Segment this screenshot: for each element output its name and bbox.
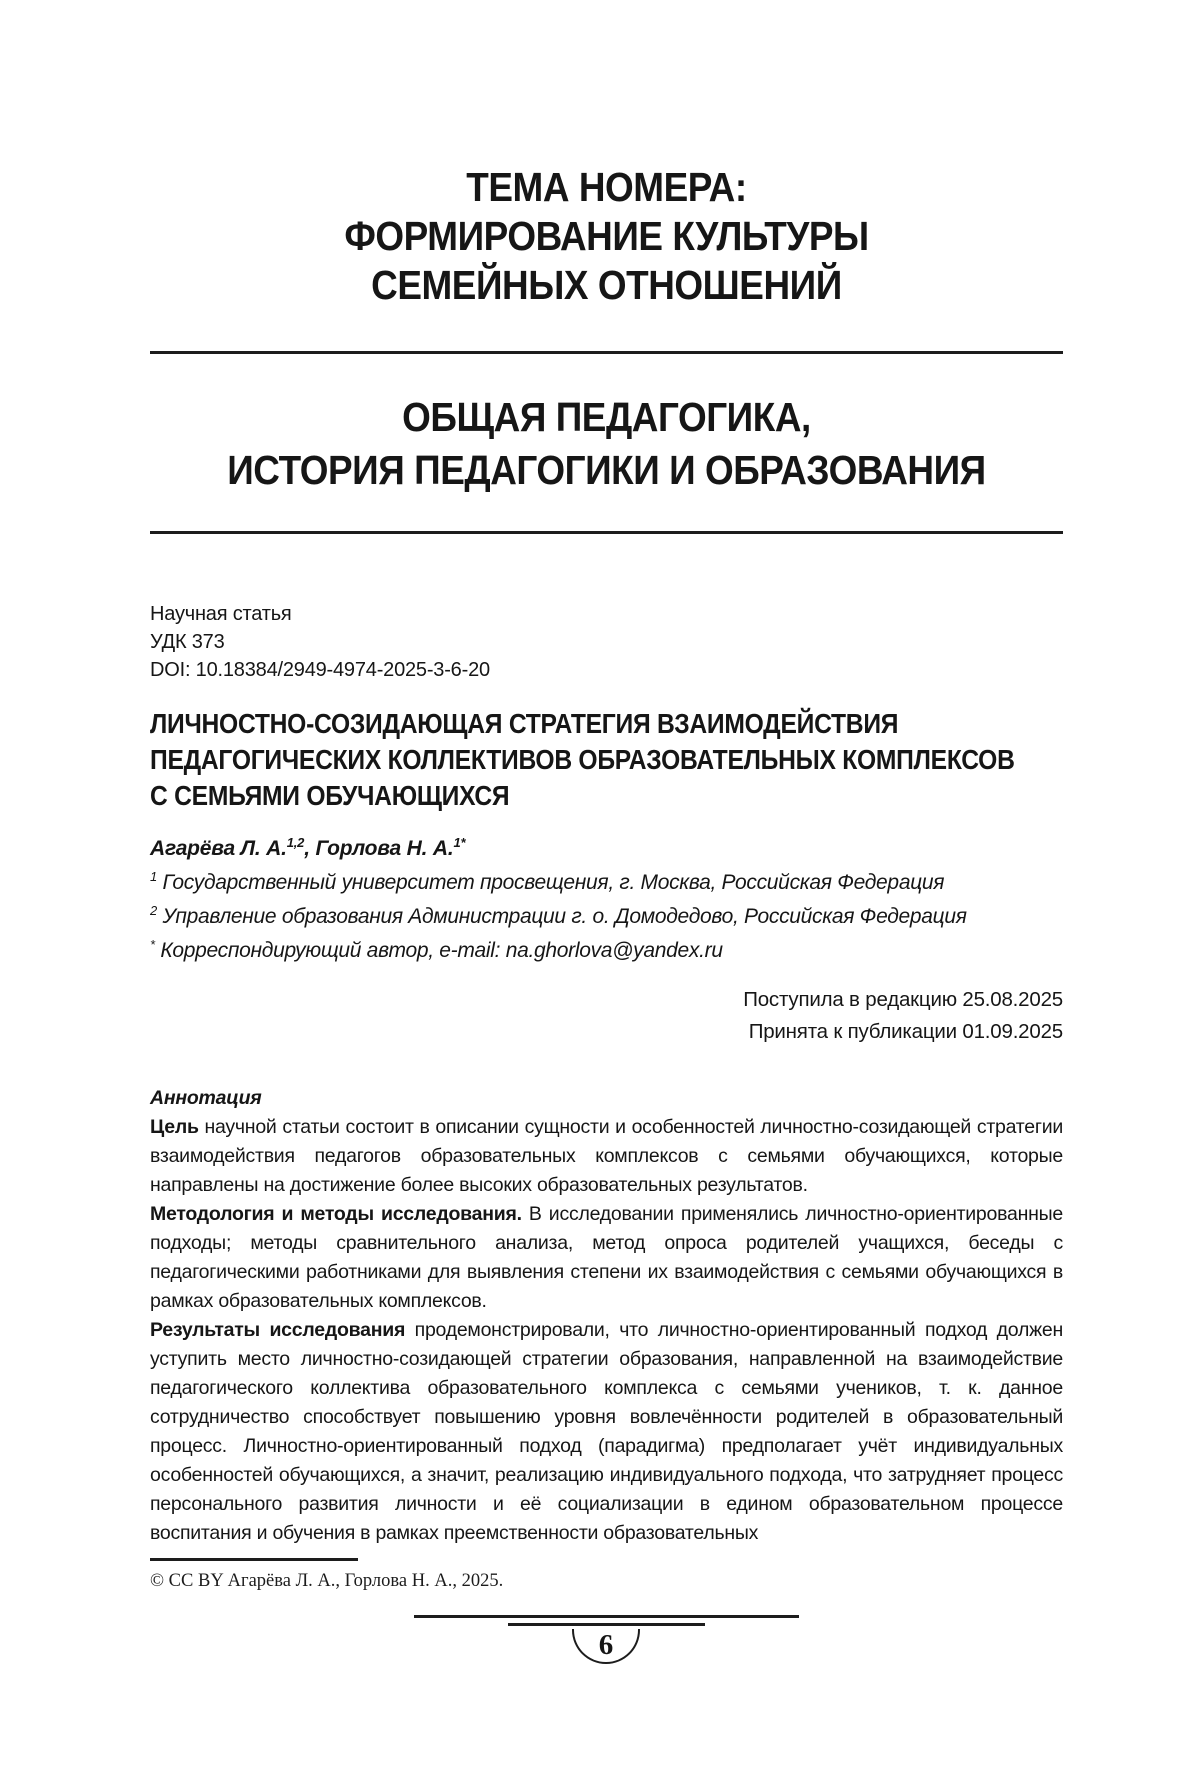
abstract-paragraph bbox=[150, 1113, 1063, 1200]
abstract-paragraph-text: продемонстрировали, что личностно-ориентированный подход должен уступить место личностно-созидающей стратегии образования, направленной на взаимодействие педагогического коллектива образовательного комплекса с семьями учеников, т. к. данное сотрудничество способствует повышению уровня вовлечённости родителей в образовательный процесс. Личностно-ориентированный подход (парадигма) предполагает учёт индивидуальных особенностей обучающихся, а значит, реализацию индивидуального подхода, что затрудняет процесс персонального развития личности и её социализации в едином образовательном процессе воспитания и обучения в рамках преемственности образовательных bbox=[150, 1319, 1064, 1544]
udc-number: УДК 373 bbox=[150, 631, 225, 653]
author-superscript: 1* bbox=[453, 835, 466, 850]
affiliation-text: Корреспондирующий автор, e-mail: na.ghorlova@yandex.ru bbox=[160, 939, 723, 962]
abstract-paragraph bbox=[150, 1200, 1063, 1316]
abstract-section bbox=[150, 1084, 1063, 1548]
section-heading bbox=[196, 391, 1018, 497]
affiliation-superscript: 1 bbox=[150, 869, 157, 884]
article-title bbox=[150, 706, 1015, 814]
section-heading-line: ИСТОРИЯ ПЕДАГОГИКИ И ОБРАЗОВАНИЯ bbox=[227, 447, 986, 493]
section-heading-line: ОБЩАЯ ПЕДАГОГИКА, bbox=[402, 394, 811, 440]
article-type-label: Научная статья bbox=[150, 603, 292, 625]
affiliation-text: Управление образования Администрации г. о. Домодедово, Российская Федерация bbox=[162, 905, 967, 928]
article-title-line: ПЕДАГОГИЧЕСКИХ КОЛЛЕКТИВОВ ОБРАЗОВАТЕЛЬНЫХ КОМПЛЕКСОВ bbox=[150, 744, 1015, 775]
copyright-notice: © CC BY Агарёва Л. А., Горлова Н. А., 2025. bbox=[150, 1571, 504, 1591]
abstract-paragraph-lead: Цель bbox=[150, 1116, 199, 1138]
issue-theme-line: ФОРМИРОВАНИЕ КУЛЬТУРЫ bbox=[344, 213, 869, 259]
divider bbox=[150, 531, 1063, 534]
abstract-paragraph-lead: Методология и методы исследования. bbox=[150, 1203, 522, 1225]
author-name: Агарёва Л. А. bbox=[150, 837, 287, 860]
footer-rule-long bbox=[414, 1615, 799, 1618]
affiliation-superscript: * bbox=[150, 937, 155, 952]
affiliation-line bbox=[150, 934, 1063, 968]
author-superscript: 1,2 bbox=[286, 835, 305, 850]
article-title-line: С СЕМЬЯМИ ОБУЧАЮЩИХСЯ bbox=[150, 780, 510, 811]
divider bbox=[150, 351, 1063, 354]
article-title-line: ЛИЧНОСТНО-СОЗИДАЮЩАЯ СТРАТЕГИЯ ВЗАИМОДЕЙСТВИЯ bbox=[150, 708, 899, 739]
accepted-date: Принята к публикации 01.09.2025 bbox=[748, 1020, 1063, 1043]
authors-line bbox=[150, 834, 1063, 864]
copyright-divider bbox=[150, 1558, 358, 1561]
abstract-paragraph-text: В исследовании применялись личностно-ориентированные подходы; методы сравнительного анализа, метод опроса родителей учащихся, беседы с педагогическими работниками для выявления степени их взаимодействия с семьями обучающихся в рамках образовательных комплексов. bbox=[150, 1203, 1063, 1312]
issue-theme-line: ТЕМА НОМЕРА: bbox=[466, 164, 747, 210]
author-name: Горлова Н. А. bbox=[315, 837, 454, 860]
article-meta bbox=[150, 600, 1063, 684]
affiliation-line bbox=[150, 866, 1063, 900]
abstract-paragraph bbox=[150, 1316, 1063, 1548]
authors-separator: , bbox=[304, 837, 316, 860]
abstract-heading: Аннотация bbox=[150, 1087, 262, 1109]
abstract-paragraph-text: научной статьи состоит в описании сущности и особенностей личностно-созидающей стратегии взаимодействия педагогов образовательных комплексов с семьями обучающихся, которые направлены на достижение более высоких образовательных результатов. bbox=[150, 1116, 1063, 1196]
footer-rule-short bbox=[508, 1623, 705, 1626]
affiliation-superscript: 2 bbox=[150, 903, 157, 918]
issue-theme-line: СЕМЕЙНЫХ ОТНОШЕНИЙ bbox=[371, 262, 842, 308]
affiliation-text: Государственный университет просвещения, г. Москва, Российская Федерация bbox=[162, 871, 945, 894]
abstract-paragraph-lead: Результаты исследования bbox=[150, 1319, 406, 1341]
page-number: 6 bbox=[598, 1629, 614, 1661]
received-date: Поступила в редакцию 25.08.2025 bbox=[743, 988, 1063, 1011]
affiliations bbox=[150, 866, 1063, 968]
issue-theme-heading bbox=[196, 163, 1018, 310]
submission-dates bbox=[150, 984, 1063, 1048]
doi-number: DOI: 10.18384/2949-4974-2025-3-6-20 bbox=[150, 659, 490, 681]
affiliation-line bbox=[150, 900, 1063, 934]
